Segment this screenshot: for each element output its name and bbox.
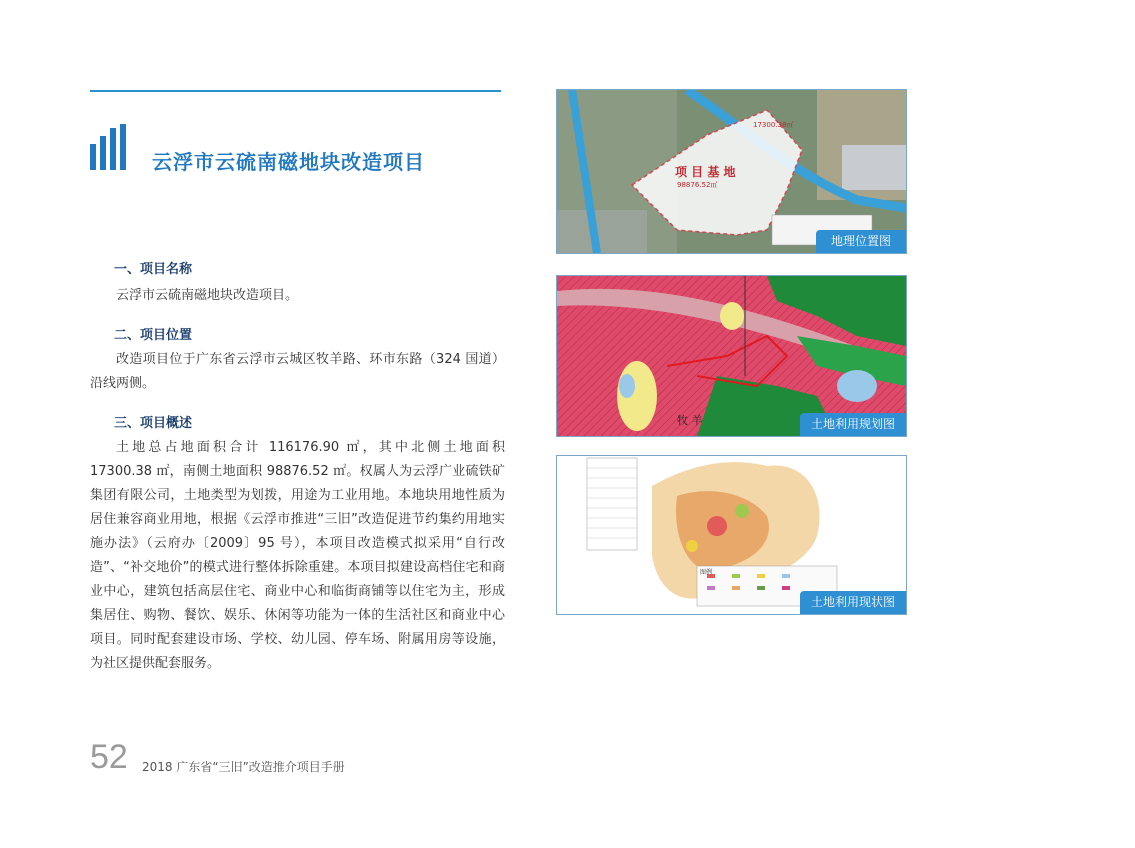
section-heading: 二、项目位置 [114,328,193,343]
page-title: 云浮市云硫南磁地块改造项目 [152,150,425,174]
section-overview [90,412,505,676]
section-body: 土地总占地面积合计 116176.90 ㎡，其中北侧土地面积 17300.38 ㎡，南侧土地面积 98876.52 ㎡。权属人为云浮广业硫铁矿集团有限公司，土地类型为划拨，用途为工业用地。本地块用地性质为居住兼容商业用地，根据《云浮市推进“三旧”改造促进节约集约用地实施办法》（云府办〔2009〕95 号），本项目改造模式拟采用“自行改造”、“补交地价”的模式进行整体拆除重建。本项目拟建设高档住宅和商业中心，建筑包括高层住宅、商业中心和临街商铺等以住宅为主，形成集居住、购物、餐饮、娱乐、休闲等功能为一体的生活社区和商业中心项目。同时配套建设市场、学校、幼儿园、停车场、附属用房等设施，为社区提供配套服务。 [90,440,505,671]
south-area-label: 98876.52㎡ [677,181,718,189]
section-location [90,324,505,396]
title-bars-icon [90,124,130,170]
footer-title: 2018 广东省“三旧”改造推介项目手册 [142,760,345,774]
map-caption: 地理位置图 [816,230,906,253]
map-caption: 土地利用现状图 [800,591,906,614]
legend-label: 图例 [700,569,713,576]
planning-map [556,275,907,437]
section-body: 云浮市云硫南磁地块改造项目。 [116,288,299,303]
map-caption: 土地利用规划图 [800,413,906,436]
base-label: 项 目 基 地 [675,165,736,179]
page-number: 52 [90,738,128,776]
top-rule [90,90,501,92]
section-heading: 三、项目概述 [114,416,193,431]
location-map [556,89,907,254]
section-heading: 一、项目名称 [114,262,193,277]
section-name [90,258,505,308]
road-label: 牧 羊 [677,414,703,427]
status-map [556,455,907,615]
section-body: 改造项目位于广东省云浮市云城区牧羊路、环市东路（324 国道）沿线两侧。 [90,352,505,391]
north-area-label: 17300.38㎡ [753,121,794,129]
